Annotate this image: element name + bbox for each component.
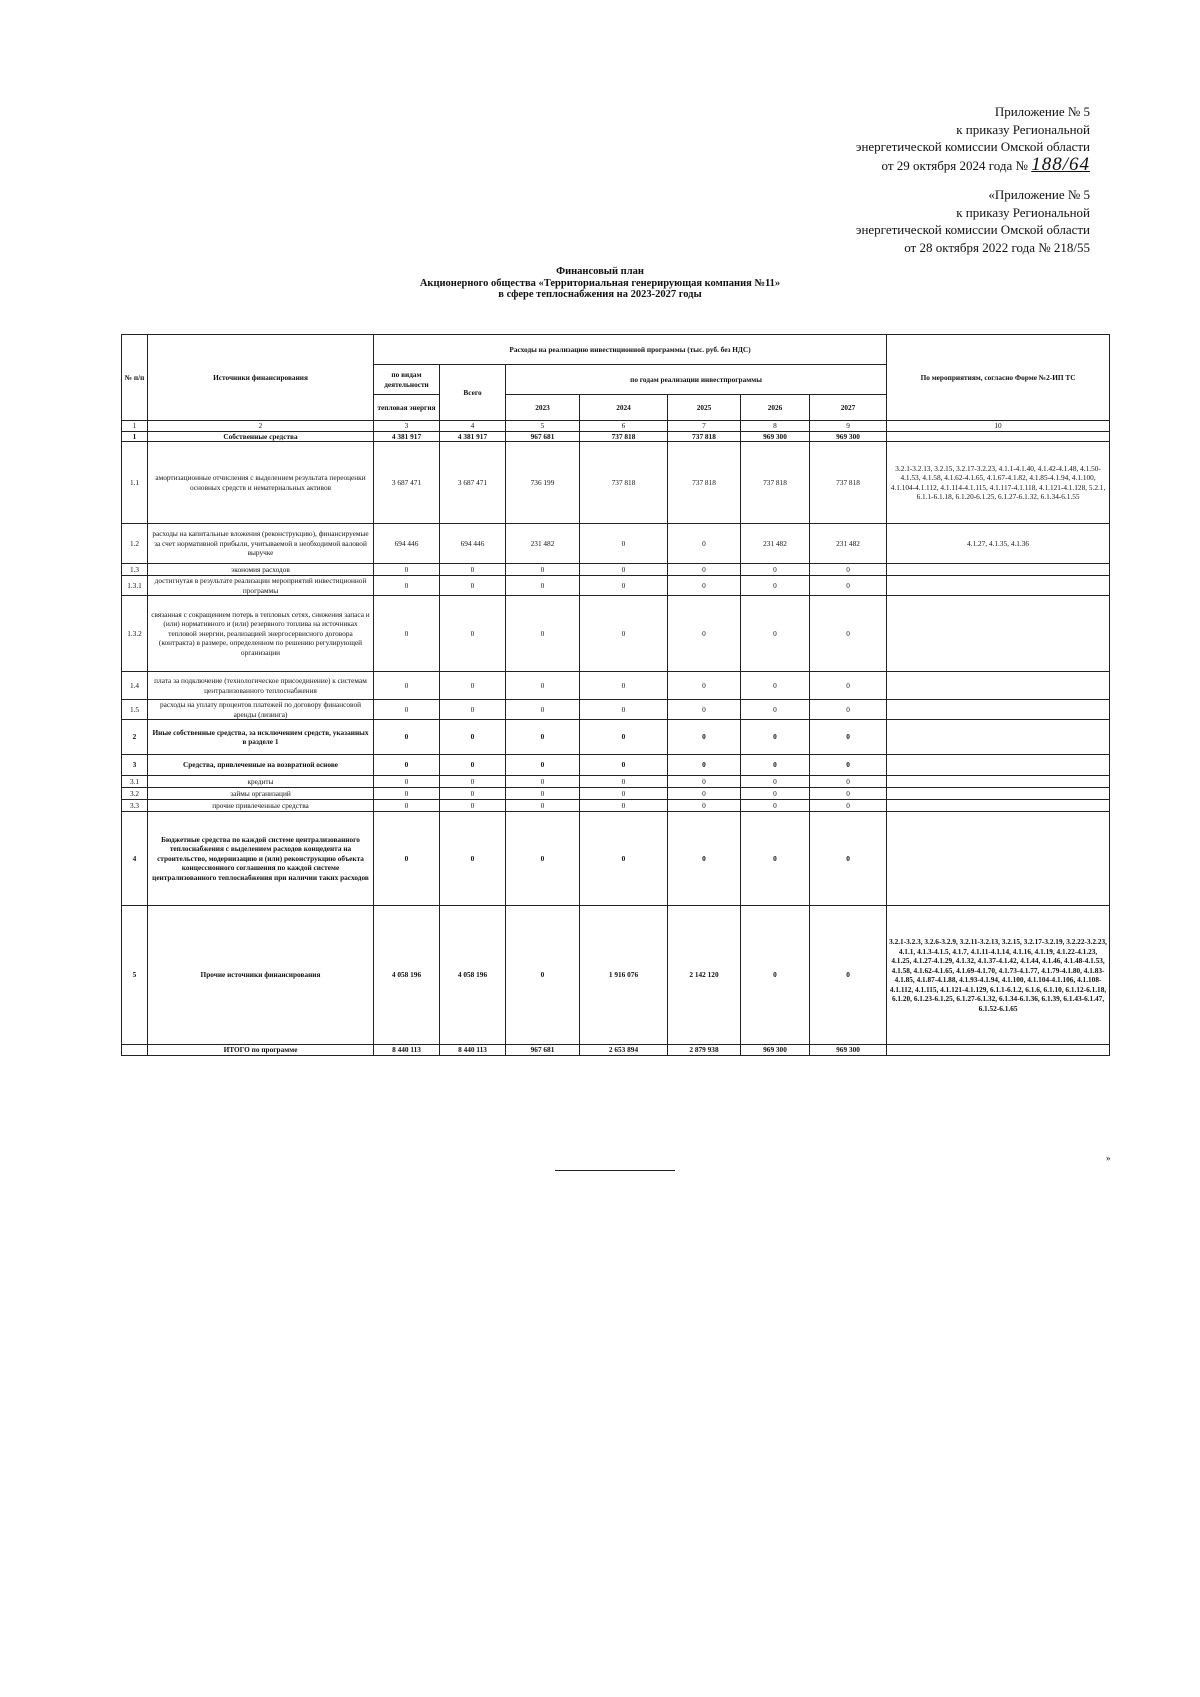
appendix-title: «Приложение № 5 — [988, 187, 1090, 202]
row-value: 0 — [440, 800, 506, 812]
row-value: 231 482 — [810, 524, 887, 564]
row-source: кредиты — [148, 776, 374, 788]
col-number: 4 — [440, 421, 506, 432]
table-body — [122, 431, 1110, 1056]
row-value: 737 818 — [668, 442, 741, 524]
row-value: 8 440 113 — [440, 1045, 506, 1056]
row-number: 4 — [122, 812, 148, 906]
row-value: 231 482 — [506, 524, 580, 564]
row-value: 0 — [580, 720, 668, 755]
row-value: 0 — [374, 596, 440, 672]
table-row — [122, 788, 1110, 800]
row-value: 0 — [580, 812, 668, 906]
table-row — [122, 576, 1110, 596]
row-value: 0 — [374, 812, 440, 906]
row-value: 969 300 — [810, 431, 887, 442]
row-value: 0 — [506, 576, 580, 596]
row-value: 0 — [741, 788, 810, 800]
appendix-authority: энергетической комиссии Омской области — [855, 222, 1090, 237]
row-value: 0 — [668, 564, 741, 576]
row-source: связанная с сокращением потерь в тепловых сетях, снижения запаса и (или) нормативного и (или) резервного топлива на источниках тепловой энергии, реализацией энергосервисного договора (контракта) в размере, определенном по решению регулирующей организации — [148, 596, 374, 672]
row-value: 0 — [440, 672, 506, 700]
row-events — [887, 788, 1110, 800]
row-value: 0 — [374, 776, 440, 788]
col-number: 9 — [810, 421, 887, 432]
row-value: 0 — [741, 776, 810, 788]
financial-plan-table — [121, 334, 1110, 1056]
document-title — [0, 266, 1200, 301]
row-value: 0 — [580, 672, 668, 700]
row-value: 0 — [810, 812, 887, 906]
table-row — [122, 800, 1110, 812]
row-value: 0 — [580, 564, 668, 576]
row-number: 1.1 — [122, 442, 148, 524]
header-events: По мероприятиям, согласно Форме №2-ИП ТС — [887, 335, 1110, 421]
row-value: 0 — [374, 720, 440, 755]
appendix-order-ref: к приказу Региональной — [956, 204, 1090, 220]
row-value: 2 653 894 — [580, 1045, 668, 1056]
row-source: Иные собственные средства, за исключением средств, указанных в разделе 1 — [148, 720, 374, 755]
row-value: 737 818 — [580, 442, 668, 524]
row-value: 0 — [668, 812, 741, 906]
header-total: Всего — [440, 365, 506, 421]
header-heat: тепловая энергия — [374, 395, 440, 421]
row-value: 1 916 076 — [580, 906, 668, 1045]
order-number-handwritten: 188/64 — [1031, 153, 1090, 175]
row-value: 967 681 — [506, 431, 580, 442]
header-expenses: Расходы на реализацию инвестиционной программы (тыс. руб. без НДС) — [374, 335, 887, 365]
table-row — [122, 700, 1110, 720]
row-value: 737 818 — [580, 431, 668, 442]
appendix-title: Приложение № 5 — [994, 104, 1090, 119]
row-value: 0 — [374, 564, 440, 576]
header-num: № п/п — [122, 335, 148, 421]
row-events — [887, 431, 1110, 442]
row-number: 1 — [122, 431, 148, 442]
col-number: 1 — [122, 421, 148, 432]
separator-line — [555, 1170, 675, 1171]
col-number: 6 — [580, 421, 668, 432]
table-row — [122, 776, 1110, 788]
row-value: 0 — [580, 776, 668, 788]
row-events — [887, 596, 1110, 672]
row-events — [887, 564, 1110, 576]
row-value: 3 687 471 — [440, 442, 506, 524]
row-source: ИТОГО по программе — [148, 1045, 374, 1056]
row-value: 0 — [580, 596, 668, 672]
row-value: 0 — [741, 564, 810, 576]
row-value: 0 — [374, 672, 440, 700]
row-value: 0 — [668, 755, 741, 776]
row-value: 736 199 — [506, 442, 580, 524]
row-value: 0 — [668, 720, 741, 755]
col-number: 2 — [148, 421, 374, 432]
row-value: 0 — [810, 576, 887, 596]
row-value: 0 — [741, 906, 810, 1045]
row-value: 3 687 471 — [374, 442, 440, 524]
row-events — [887, 672, 1110, 700]
table-row — [122, 672, 1110, 700]
row-number: 1.3.2 — [122, 596, 148, 672]
row-value: 969 300 — [810, 1045, 887, 1056]
row-source: Бюджетные средства по каждой системе централизованного теплоснабжения с выделением расходов концедента на строительство, модернизацию и (или) реконструкцию объекта концессионного соглашения по каждой системе централизованного теплоснабжения при наличии таких расходов — [148, 812, 374, 906]
appendix-authority: энергетической комиссии Омской области — [855, 139, 1090, 154]
row-value: 0 — [580, 800, 668, 812]
row-value: 0 — [374, 788, 440, 800]
row-source: прочие привлеченные средства — [148, 800, 374, 812]
appendix-current — [856, 103, 1090, 174]
header-year: 2027 — [810, 395, 887, 421]
row-value: 0 — [668, 576, 741, 596]
row-value: 0 — [741, 596, 810, 672]
row-value: 0 — [506, 755, 580, 776]
row-number: 3.2 — [122, 788, 148, 800]
row-value: 737 818 — [810, 442, 887, 524]
row-source: экономия расходов — [148, 564, 374, 576]
row-events: 4.1.27, 4.1.35, 4.1.36 — [887, 524, 1110, 564]
row-value: 0 — [810, 672, 887, 700]
row-source: расходы на уплату процентов платежей по договору финансовой аренды (лизинга) — [148, 700, 374, 720]
title-line: Финансовый план — [556, 266, 644, 277]
row-value: 4 058 196 — [374, 906, 440, 1045]
row-value: 0 — [810, 700, 887, 720]
row-value: 0 — [668, 524, 741, 564]
row-value: 0 — [374, 700, 440, 720]
closing-quote: » — [1106, 1153, 1111, 1163]
row-source: займы организаций — [148, 788, 374, 800]
row-source: Средства, привлеченные на возвратной основе — [148, 755, 374, 776]
row-events: 3.2.1-3.2.13, 3.2.15, 3.2.17-3.2.23, 4.1.1-4.1.40, 4.1.42-4.1.48, 4.1.50-4.1.53, 4.1.58, 4.1.62-4.1.65, 4.1.67-4.1.82, 4.1.85-4.1.94, 4.1.100, 4.1.104-4.1.112, 4.1.114-4.1.115, 4.1.117-4.1.118, 4.1.121-4.1.128, 5.2.1, 6.1.1-6.1.18, 6.1.20-6.1.25, 6.1.27-6.1.32, 6.1.34-6.1.55 — [887, 442, 1110, 524]
table-row — [122, 720, 1110, 755]
row-events: 3.2.1-3.2.3, 3.2.6-3.2.9, 3.2.11-3.2.13, 3.2.15, 3.2.17-3.2.19, 3.2.22-3.2.23, 4.1.1, 4.1.3-4.1.5, 4.1.7, 4.1.11-4.1.14, 4.1.16, 4.1.19, 4.1.22-4.1.23, 4.1.25, 4.1.27-4.1.29, 4.1.32, 4.1.37-4.1.42, 4.1.44, 4.1.46, 4.1.48-4.1.53, 4.1.58, 4.1.62-4.1.65, 4.1.69-4.1.70, 4.1.73-4.1.77, 4.1.79-4.1.80, 4.1.83-4.1.85, 4.1.87-4.1.88, 4.1.93-4.1.94, 4.1.100, 4.1.104-4.1.106, 4.1.108-4.1.112, 4.1.115, 4.1.121-4.1.129, 6.1.1-6.1.2, 6.1.6, 6.1.10, 6.1.12-6.1.18, 6.1.20, 6.1.23-6.1.25, 6.1.27-6.1.32, 6.1.34-6.1.36, 6.1.39, 6.1.43-6.1.47, 6.1.52-6.1.65 — [887, 906, 1110, 1045]
row-events — [887, 755, 1110, 776]
row-value: 0 — [440, 720, 506, 755]
row-value: 0 — [506, 788, 580, 800]
row-value: 0 — [440, 788, 506, 800]
col-number: 7 — [668, 421, 741, 432]
row-value: 0 — [580, 700, 668, 720]
col-number: 8 — [741, 421, 810, 432]
row-value: 0 — [374, 755, 440, 776]
col-number: 10 — [887, 421, 1110, 432]
title-line: Акционерного общества «Территориальная генерирующая компания №11» — [419, 277, 781, 289]
table-row — [122, 906, 1110, 1045]
row-value: 8 440 113 — [374, 1045, 440, 1056]
row-value: 0 — [506, 906, 580, 1045]
row-value: 4 381 917 — [440, 431, 506, 442]
row-source: амортизационные отчисления с выделением результата переоценки основных средств и нематериальных активов — [148, 442, 374, 524]
row-value: 2 142 120 — [668, 906, 741, 1045]
row-value: 0 — [580, 788, 668, 800]
row-value: 0 — [741, 700, 810, 720]
row-value: 0 — [506, 720, 580, 755]
row-value: 694 446 — [440, 524, 506, 564]
row-value: 0 — [440, 564, 506, 576]
row-value: 4 381 917 — [374, 431, 440, 442]
appendix-date — [856, 153, 1090, 175]
row-value: 0 — [741, 755, 810, 776]
row-value: 0 — [440, 755, 506, 776]
row-events — [887, 812, 1110, 906]
row-number: 5 — [122, 906, 148, 1045]
table-row — [122, 755, 1110, 776]
row-value: 737 818 — [741, 442, 810, 524]
table-row — [122, 812, 1110, 906]
row-value: 0 — [580, 524, 668, 564]
row-source: достигнутая в результате реализации мероприятий инвестиционной программы — [148, 576, 374, 596]
row-value: 967 681 — [506, 1045, 580, 1056]
row-value: 0 — [506, 672, 580, 700]
row-value: 0 — [810, 800, 887, 812]
table-row — [122, 1045, 1110, 1056]
table-row — [122, 524, 1110, 564]
row-number — [122, 1045, 148, 1056]
row-events — [887, 1045, 1110, 1056]
appendix-previous — [856, 186, 1090, 256]
row-value: 0 — [741, 672, 810, 700]
row-value: 0 — [810, 596, 887, 672]
row-source: плата за подключение (технологическое присоединение) к системам централизованного теплоснабжения — [148, 672, 374, 700]
row-number: 1.4 — [122, 672, 148, 700]
row-value: 2 879 938 — [668, 1045, 741, 1056]
row-value: 0 — [810, 755, 887, 776]
table-row — [122, 596, 1110, 672]
title-line: в сфере теплоснабжения на 2023-2027 годы — [498, 289, 702, 300]
row-source: Собственные средства — [148, 431, 374, 442]
row-value: 0 — [440, 576, 506, 596]
row-number: 1.5 — [122, 700, 148, 720]
row-value: 0 — [741, 800, 810, 812]
row-value: 0 — [440, 596, 506, 672]
row-value: 231 482 — [741, 524, 810, 564]
appendix-order-ref: к приказу Региональной — [956, 121, 1090, 137]
row-value: 0 — [506, 812, 580, 906]
row-value: 0 — [810, 906, 887, 1045]
row-value: 0 — [668, 788, 741, 800]
row-value: 0 — [506, 776, 580, 788]
row-value: 969 300 — [741, 1045, 810, 1056]
header-year: 2026 — [741, 395, 810, 421]
row-source: расходы на капитальные вложения (реконструкцию), финансируемые за счет нормативной прибыли, учитываемой в необходимой валовой выручке — [148, 524, 374, 564]
table-header — [122, 335, 1110, 432]
row-events — [887, 800, 1110, 812]
header-source: Источники финансирования — [148, 335, 374, 421]
row-number: 3.3 — [122, 800, 148, 812]
row-value: 0 — [374, 576, 440, 596]
row-number: 1.2 — [122, 524, 148, 564]
row-events — [887, 720, 1110, 755]
row-value: 0 — [506, 700, 580, 720]
row-value: 0 — [810, 788, 887, 800]
row-value: 0 — [810, 776, 887, 788]
row-value: 0 — [668, 700, 741, 720]
row-value: 0 — [506, 564, 580, 576]
row-value: 0 — [668, 596, 741, 672]
row-value: 0 — [810, 720, 887, 755]
row-value: 0 — [374, 800, 440, 812]
table-row — [122, 431, 1110, 442]
row-value: 0 — [506, 596, 580, 672]
header-by-activity: по видам деятельности — [374, 365, 440, 395]
appendix-date-text: от 29 октября 2024 года № — [881, 157, 1028, 173]
row-value: 0 — [668, 672, 741, 700]
row-value: 0 — [741, 576, 810, 596]
row-number: 1.3.1 — [122, 576, 148, 596]
appendix-date: от 28 октября 2022 года № 218/55 — [904, 239, 1090, 255]
row-value: 737 818 — [668, 431, 741, 442]
col-number: 5 — [506, 421, 580, 432]
header-year: 2024 — [580, 395, 668, 421]
row-source: Прочие источники финансирования — [148, 906, 374, 1045]
col-number: 3 — [374, 421, 440, 432]
row-value: 969 300 — [741, 431, 810, 442]
row-value: 0 — [440, 812, 506, 906]
row-value: 0 — [580, 755, 668, 776]
row-number: 2 — [122, 720, 148, 755]
row-value: 0 — [741, 812, 810, 906]
row-number: 1.3 — [122, 564, 148, 576]
row-value: 0 — [440, 776, 506, 788]
row-value: 0 — [668, 800, 741, 812]
row-events — [887, 700, 1110, 720]
row-number: 3 — [122, 755, 148, 776]
header-year: 2023 — [506, 395, 580, 421]
header-by-years: по годам реализации инвестпрограммы — [506, 365, 887, 395]
table-row — [122, 564, 1110, 576]
row-value: 0 — [741, 720, 810, 755]
row-events — [887, 776, 1110, 788]
row-value: 0 — [440, 700, 506, 720]
header-year: 2025 — [668, 395, 741, 421]
column-numbers-row — [122, 421, 1110, 432]
table-row — [122, 442, 1110, 524]
row-value: 0 — [810, 564, 887, 576]
row-value: 0 — [580, 576, 668, 596]
row-value: 694 446 — [374, 524, 440, 564]
row-value: 4 058 196 — [440, 906, 506, 1045]
row-number: 3.1 — [122, 776, 148, 788]
row-events — [887, 576, 1110, 596]
row-value: 0 — [506, 800, 580, 812]
row-value: 0 — [668, 776, 741, 788]
